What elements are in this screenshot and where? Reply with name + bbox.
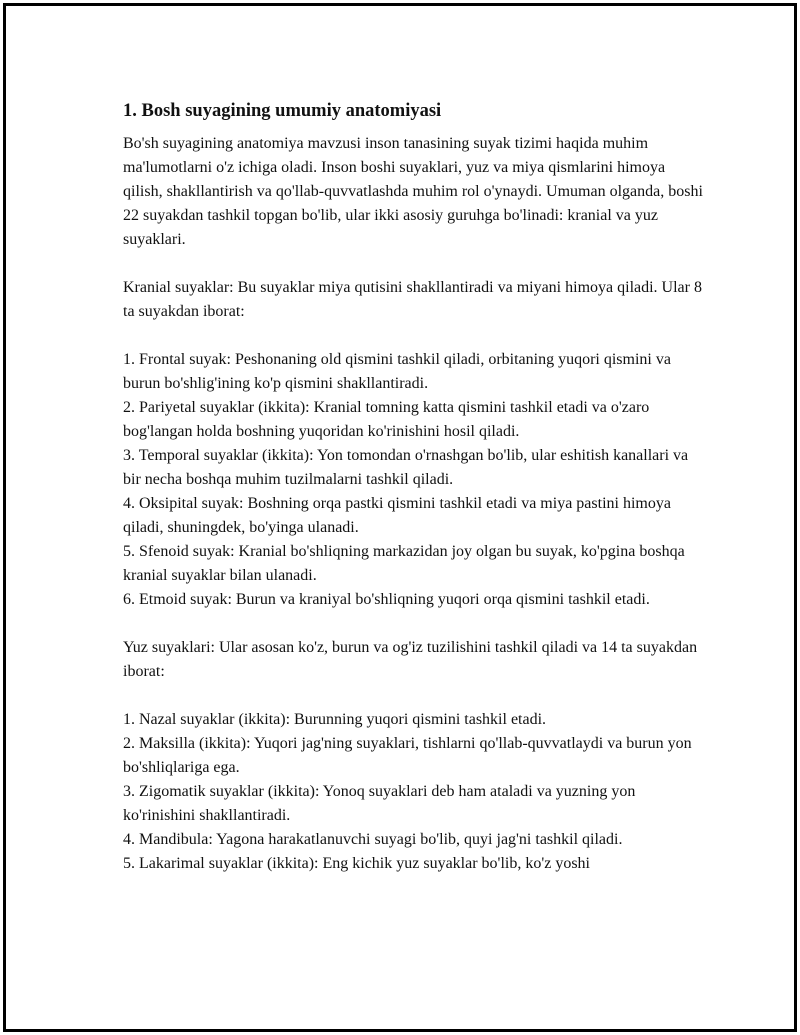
- list-item: 4. Mandibula: Yagona harakatlanuvchi suyagi bo'lib, quyi jag'ni tashkil qiladi.: [123, 831, 623, 848]
- facial-bones-list: [123, 708, 703, 876]
- list-item: 3. Zigomatik suyaklar (ikkita): Yonoq suyaklari deb ham ataladi va yuzning yon ko'rinishini shakllantiradi.: [123, 783, 636, 824]
- section-heading: 1. Bosh suyagining umumiy anatomiyasi: [123, 101, 442, 121]
- list-item: 4. Oksipital suyak: Boshning orqa pastki qismini tashkil etadi va miya pastini himoya qiladi, shuningdek, bo'yinga ulanadi.: [123, 495, 671, 536]
- intro-paragraph: Bo'sh suyagining anatomiya mavzusi inson tanasining suyak tizimi haqida muhim ma'lumotlarni o'z ichiga oladi. Inson boshi suyaklari, yuz va miya qismlarini himoya qilish, shakllantirish va qo'llab-quvvatlashda muhim rol o'ynaydi. Umuman olganda, boshi 22 suyakdan tashkil topgan bo'lib, ular ikki asosiy guruhga bo'linadi: kranial va yuz suyaklari.: [123, 135, 703, 248]
- list-item: 5. Lakarimal suyaklar (ikkita): Eng kichik yuz suyaklar bo'lib, ko'z yoshi: [123, 855, 590, 872]
- list-item: 2. Maksilla (ikkita): Yuqori jag'ning suyaklari, tishlarni qo'llab-quvvatlaydi va burun yon bo'shliqlariga ega.: [123, 735, 692, 776]
- list-item: 2. Pariyetal suyaklar (ikkita): Kranial tomning katta qismini tashkil etadi va o'zaro bog'langan holda boshning yuqoridan ko'rinishini hosil qiladi.: [123, 399, 650, 440]
- list-item: 5. Sfenoid suyak: Kranial bo'shliqning markazidan joy olgan bu suyak, ko'pgina boshqa kranial suyaklar bilan ulanadi.: [123, 543, 685, 584]
- facial-intro-paragraph: Yuz suyaklari: Ular asosan ko'z, burun va og'iz tuzilishini tashkil qiladi va 14 ta suyakdan iborat:: [123, 639, 698, 680]
- list-item: 6. Etmoid suyak: Burun va kraniyal bo'shliqning yuqori orqa qismini tashkil etadi.: [123, 591, 650, 608]
- list-item: 3. Temporal suyaklar (ikkita): Yon tomondan o'rnashgan bo'lib, ular eshitish kanallari va bir necha boshqa muhim tuzilmalarni tashkil qiladi.: [123, 447, 689, 488]
- cranial-intro-paragraph: Kranial suyaklar: Bu suyaklar miya qutisini shakllantiradi va miyani himoya qiladi. Ular 8 ta suyakdan iborat:: [123, 279, 702, 320]
- cranial-bones-list: [123, 348, 703, 612]
- list-item: 1. Frontal suyak: Peshonaning old qismini tashkil qiladi, orbitaning yuqori qismini va burun bo'shlig'ining ko'p qismini shakllantiradi.: [123, 351, 671, 392]
- list-item: 1. Nazal suyaklar (ikkita): Burunning yuqori qismini tashkil etadi.: [123, 711, 547, 728]
- document-content: [123, 98, 703, 900]
- page-frame: [3, 3, 797, 1032]
